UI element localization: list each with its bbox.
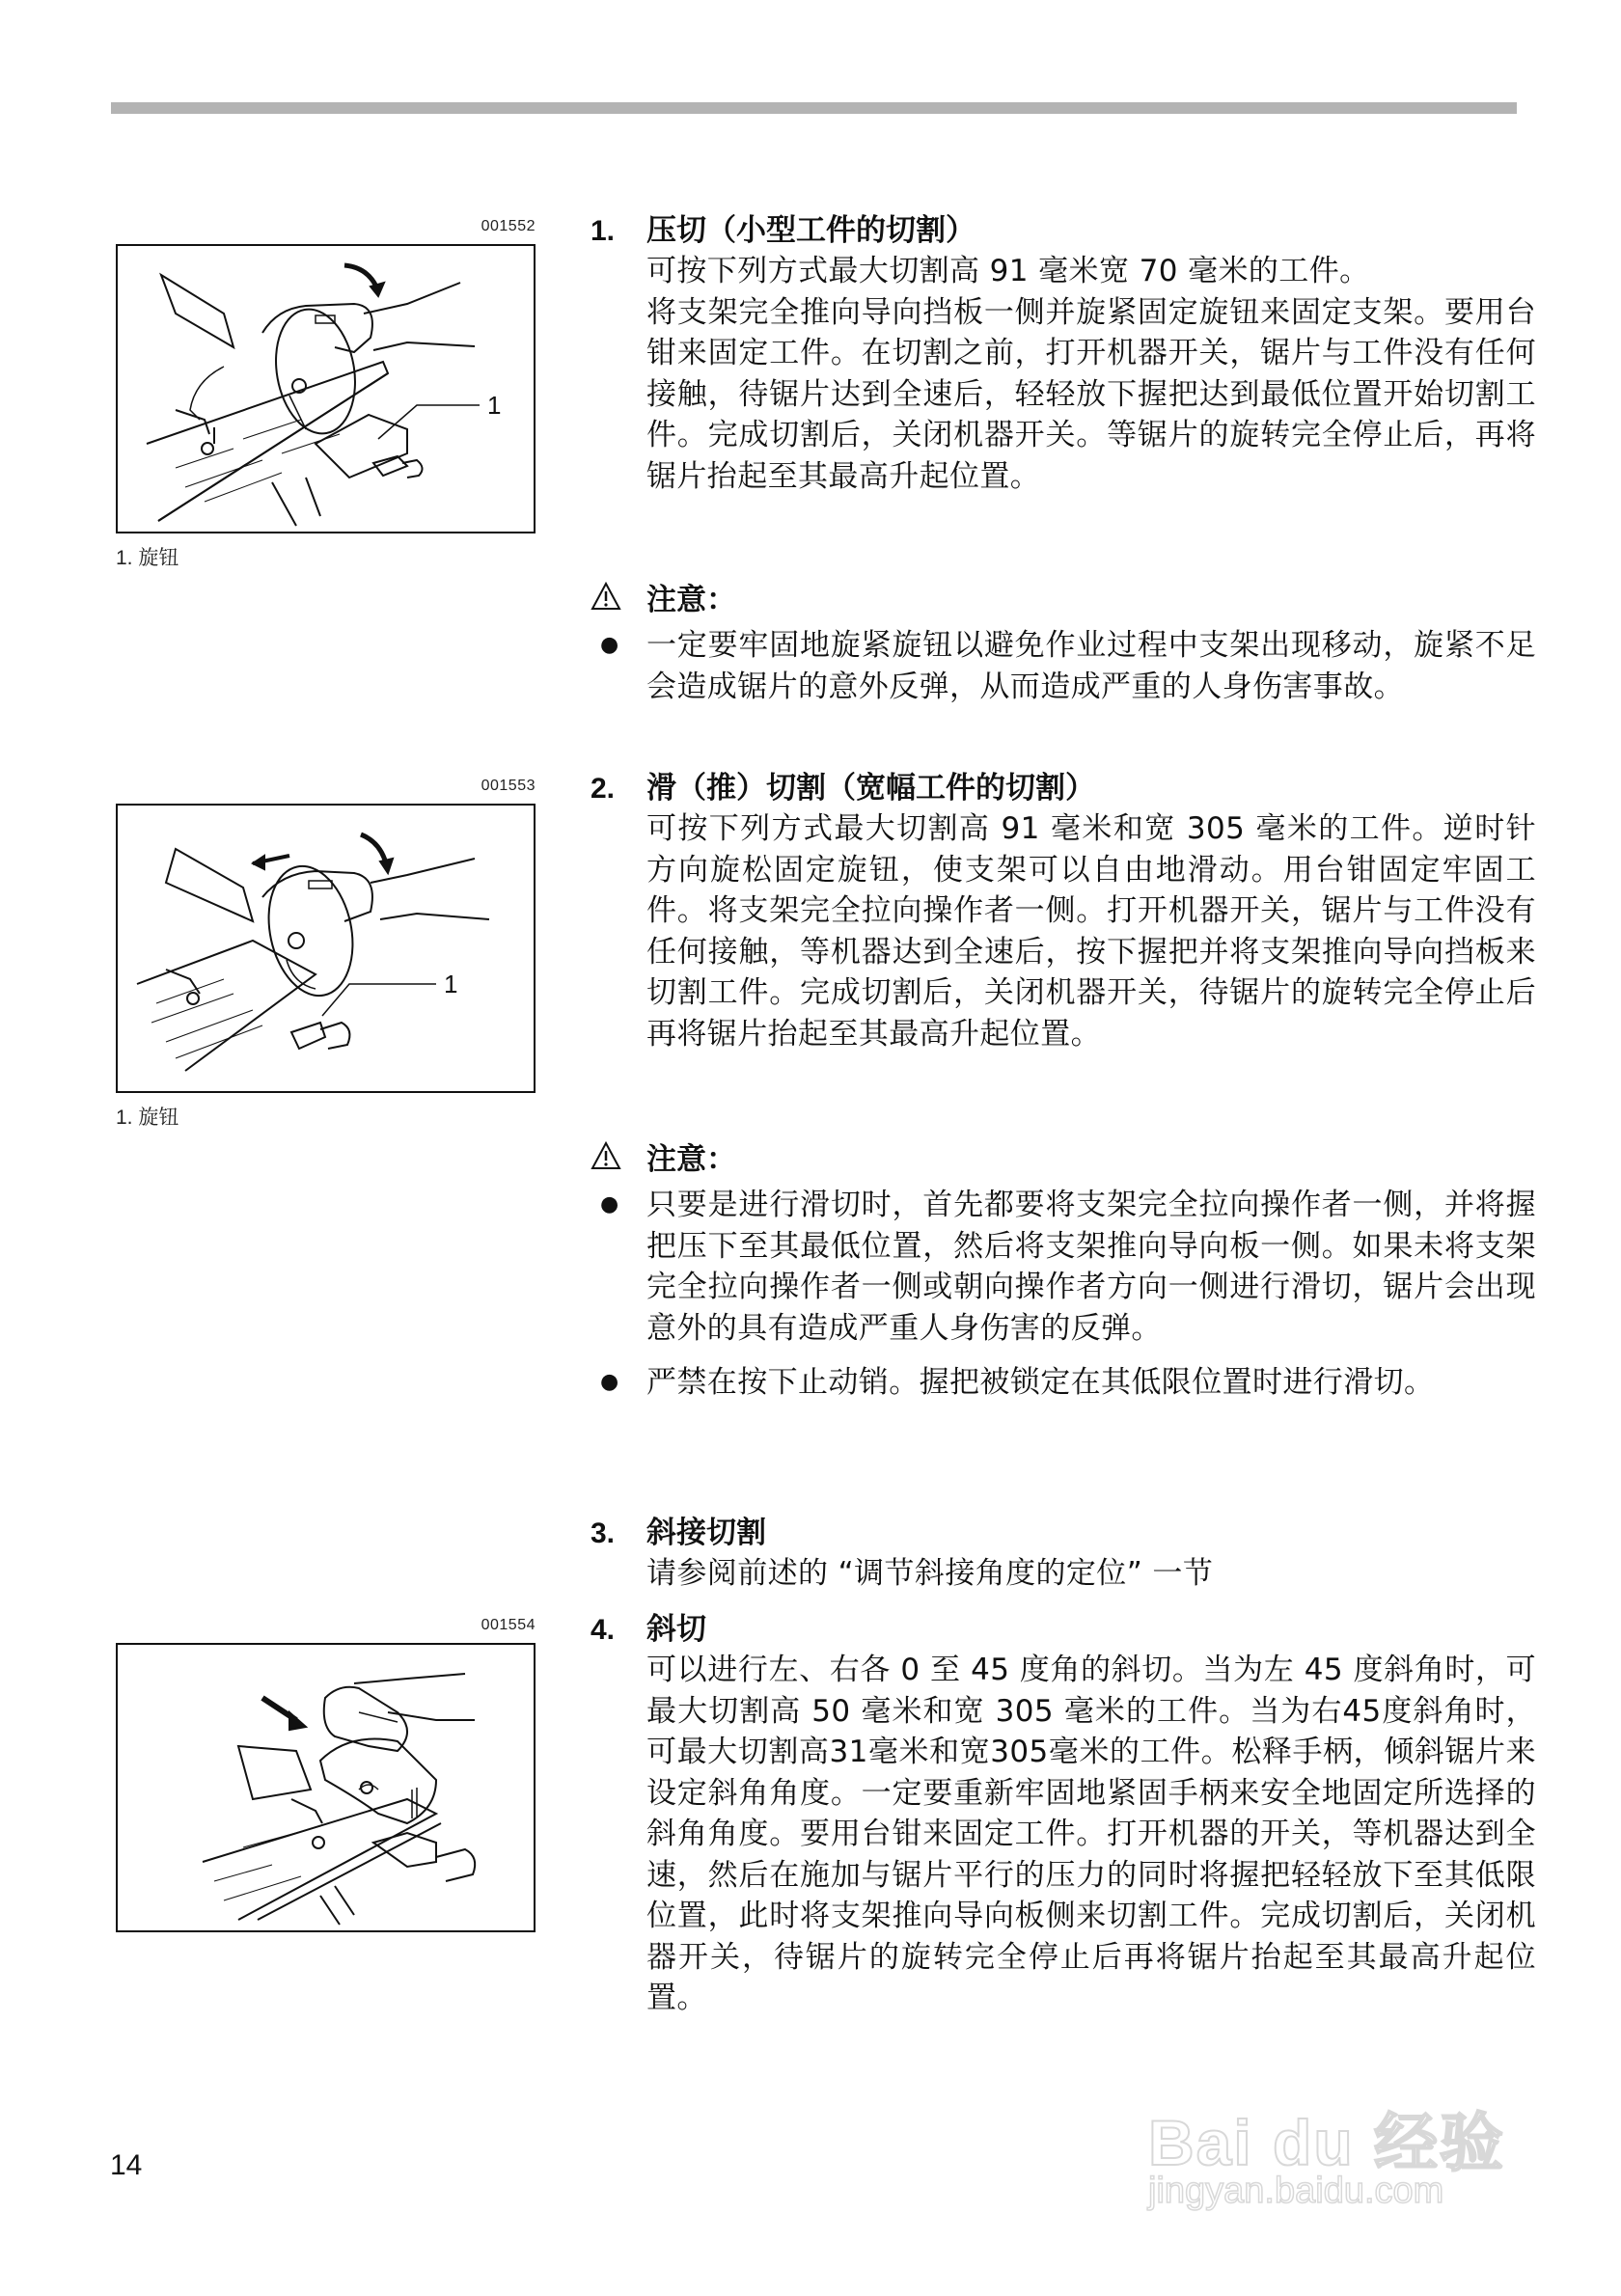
figure-bevel-cut xyxy=(116,1617,536,1935)
caution-block xyxy=(591,575,1536,707)
miter-saw-illustration xyxy=(118,806,534,1091)
callout-label: 1 xyxy=(444,970,458,998)
figure-caption: 1. 旋钮 xyxy=(116,547,179,569)
miter-saw-illustration xyxy=(118,1645,534,1930)
section-title: 斜接切割 xyxy=(646,1516,766,1550)
bullet-text: 只要是进行滑切时，首先都要将支架完全拉向操作者一侧，并将握把压下至其最低位置，然后将支架推向导向板一侧。如果未将支架完全拉向操作者一侧或朝向操作者方向一侧进行滑切，锯片会出现意外的具有造成严重人身伤害的反弹。 xyxy=(646,1188,1536,1346)
bullet-text: 一定要牢固地旋紧旋钮以避免作业过程中支架出现移动，旋紧不足会造成锯片的意外反弹，从而造成严重的人身伤害事故。 xyxy=(646,628,1536,704)
figure-frame xyxy=(116,804,536,1093)
figure-caption: 1. 旋钮 xyxy=(116,1107,179,1129)
figure-code: 001553 xyxy=(481,778,536,794)
section-number: 3. xyxy=(591,1517,616,1549)
section-title: 压切（小型工件的切割） xyxy=(646,213,975,248)
section-paragraph: 请参阅前述的 “调节斜接角度的定位” 一节 xyxy=(646,1556,1214,1591)
page-number: 14 xyxy=(110,2149,143,2181)
figure-frame xyxy=(116,1643,536,1932)
section-press-cutting xyxy=(591,210,1536,497)
section-heading xyxy=(591,1609,1536,1650)
section-title: 滑（推）切割（宽幅工件的切割） xyxy=(646,771,1095,806)
figure-slide-cut xyxy=(116,778,536,1129)
miter-saw-illustration xyxy=(118,246,534,532)
bullet-text: 严禁在按下止动销。握把被锁定在其低限位置时进行滑切。 xyxy=(646,1365,1435,1400)
caution-bullet xyxy=(591,1185,1536,1349)
caution-heading xyxy=(591,575,1536,617)
figure-code: 001554 xyxy=(481,1617,536,1633)
section-title: 斜切 xyxy=(646,1612,706,1647)
section-paragraph: 可按下列方式最大切割高 91 毫米宽 70 毫米的工件。 xyxy=(646,254,1370,288)
section-paragraph: 可以进行左、右各 0 至 45 度角的斜切。当为左 45 度斜角时，可最大切割高 50 毫米和宽 305 毫米的工件。当为右45度斜角时，可最大切割高31毫米和宽305毫米的工件。松释手柄，倾斜锯片来设定斜角角度。一定要重新牢固地紧固手柄来安全地固定所选择的斜角角度。要用台钳来固定工件。打开机器的开关，等机器达到全速，然后在施加与锯片平行的压力的同时将握把轻轻放下至其低限位置，此时将支架推向导向板侧来切割工件。完成切割后，关闭机器开关，待锯片的旋转完全停止后再将锯片抬起至其最高升起位置。 xyxy=(646,1653,1536,2015)
figure-press-cut xyxy=(116,218,536,569)
watermark-brand: Bai du 经验 xyxy=(1148,2107,1506,2178)
section-heading xyxy=(591,1513,1536,1553)
figure-code: 001552 xyxy=(481,218,536,234)
section-miter-cutting xyxy=(591,1513,1536,1595)
warning-triangle-icon xyxy=(591,582,646,611)
caution-block xyxy=(591,1134,1536,1404)
caution-label: 注意： xyxy=(646,582,736,617)
figure-frame xyxy=(116,244,536,533)
baidu-watermark xyxy=(1148,2074,1534,2228)
section-bevel-cutting xyxy=(591,1609,1536,2019)
section-number: 2. xyxy=(591,773,616,805)
caution-bullet xyxy=(591,1362,1536,1404)
section-slide-cutting xyxy=(591,768,1536,1054)
section-paragraph: 将支架完全推向导向挡板一侧并旋紧固定旋钮来固定支架。要用台钳来固定工件。在切割之前，打开机器开关，锯片与工件没有任何接触，待锯片达到全速后，轻轻放下握把达到最低位置开始切割工件。完成切割后，关闭机器开关。等锯片的旋转完全停止后，再将锯片抬起至其最高升起位置。 xyxy=(646,294,1536,494)
callout-label: 1 xyxy=(487,391,502,420)
bullet-icon: ● xyxy=(600,633,619,657)
bullet-icon: ● xyxy=(600,1192,619,1216)
section-heading xyxy=(591,210,1536,251)
caution-heading xyxy=(591,1134,1536,1177)
section-heading xyxy=(591,768,1536,808)
warning-triangle-icon xyxy=(591,1141,646,1170)
header-rule xyxy=(111,102,1517,114)
caution-bullet xyxy=(591,625,1536,707)
watermark-url: jingyan.baidu.com xyxy=(1148,2171,1444,2211)
section-paragraph: 可按下列方式最大切割高 91 毫米和宽 305 毫米的工件。逆时针方向旋松固定旋钮，使支架可以自由地滑动。用台钳固定牢固工件。将支架完全拉向操作者一侧。打开机器开关，锯片与工件没有任何接触，等机器达到全速后，按下握把并将支架推向导向挡板来切割工件。完成切割后，关闭机器开关，待锯片的旋转完全停止后再将锯片抬起至其最高升起位置。 xyxy=(646,811,1536,1052)
section-number: 1. xyxy=(591,215,616,247)
caution-label: 注意： xyxy=(646,1141,736,1177)
bullet-icon: ● xyxy=(600,1370,619,1394)
section-number: 4. xyxy=(591,1614,616,1646)
